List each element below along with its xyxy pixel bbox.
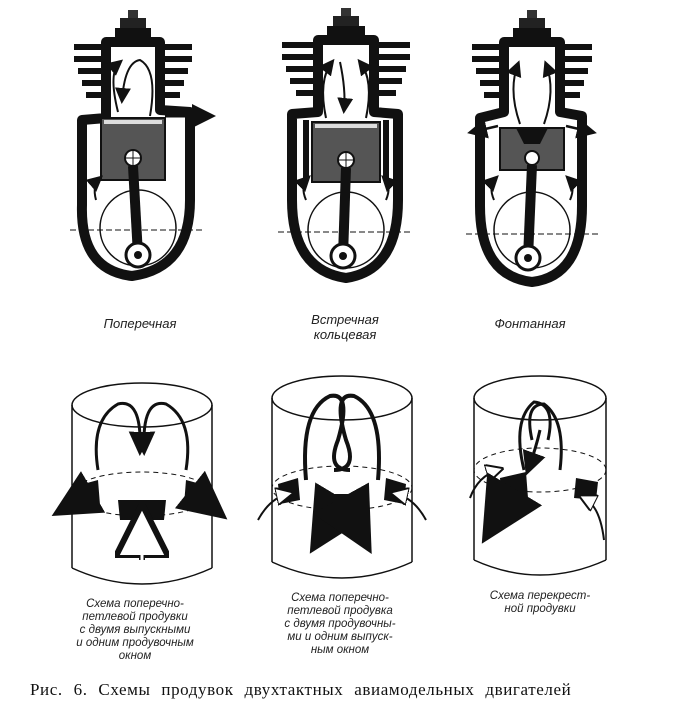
figure-caption: Рис. 6. Схемы продувок двухтактных авиамодельных двигателей [30, 680, 572, 699]
label-loop-two-exhaust: Схема поперечно- петлевой продувки с двумя выпускными и одним продувочным окном [76, 598, 194, 662]
engine-cross-scavenge [70, 10, 210, 276]
cylinder-loop-two-exhaust [62, 383, 218, 584]
cylinder-cross-flow [470, 376, 606, 575]
cylinder-loop-two-transfer [258, 376, 426, 578]
engine-fountain [466, 10, 598, 282]
label-cross-flow: Схема перекрест- ной продувки [489, 590, 591, 615]
label-fountain: Фонтанная [494, 316, 566, 331]
label-loop-two-transfer: Схема поперечно- петлевой продувка с двумя продувочны- ми и одним выпуск- ным окном [284, 592, 396, 656]
label-cross: Поперечная [103, 316, 177, 331]
engine-opposed-annular [278, 8, 412, 278]
label-opposed-annular: Встречная кольцевая [311, 312, 379, 342]
